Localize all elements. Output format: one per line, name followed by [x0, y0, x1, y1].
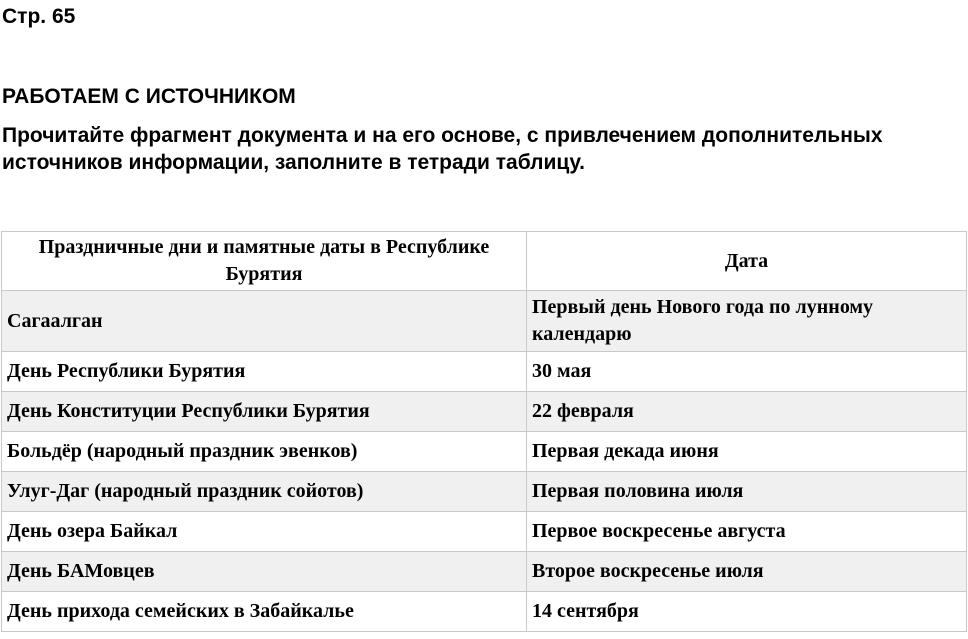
date-cell: 22 февраля [527, 392, 967, 432]
table-row [2, 472, 967, 512]
table-row [2, 432, 967, 472]
table-row [2, 592, 967, 632]
date-cell: 14 сентября [527, 592, 967, 632]
holiday-cell: День Республики Бурятия [2, 352, 527, 392]
holiday-cell: День БАМовцев [2, 552, 527, 592]
holiday-cell: Сагаалган [2, 291, 527, 352]
holiday-cell: День Конституции Республики Бурятия [2, 392, 527, 432]
table-row [2, 392, 967, 432]
task-instruction: Прочитайте фрагмент документа и на его основе, с привлечением дополнительных источников информации, заполните в тетради таблицу. [2, 124, 883, 174]
date-cell: Первая декада июня [527, 432, 967, 472]
table-row [2, 352, 967, 392]
date-cell: Первая половина июля [527, 472, 967, 512]
section-heading: РАБОТАЕМ С ИСТОЧНИКОМ [2, 85, 296, 108]
date-cell: Первое воскресенье августа [527, 512, 967, 552]
date-cell: 30 мая [527, 352, 967, 392]
header-date: Дата [527, 232, 967, 291]
holiday-cell: День озера Байкал [2, 512, 527, 552]
date-cell: Первый день Нового года по лунному календарю [527, 291, 967, 352]
date-cell: Второе воскресенье июля [527, 552, 967, 592]
header-holiday: Праздничные дни и памятные даты в Республике Бурятия [2, 232, 527, 291]
holidays-table [1, 231, 967, 632]
holiday-cell: День прихода семейских в Забайкалье [2, 592, 527, 632]
table-row [2, 512, 967, 552]
page-number-label: Стр. 65 [2, 5, 76, 28]
table-header-row [2, 232, 967, 291]
holiday-cell: Больдёр (народный праздник эвенков) [2, 432, 527, 472]
table-row [2, 552, 967, 592]
table-row [2, 291, 967, 352]
holiday-cell: Улуг-Даг (народный праздник сойотов) [2, 472, 527, 512]
